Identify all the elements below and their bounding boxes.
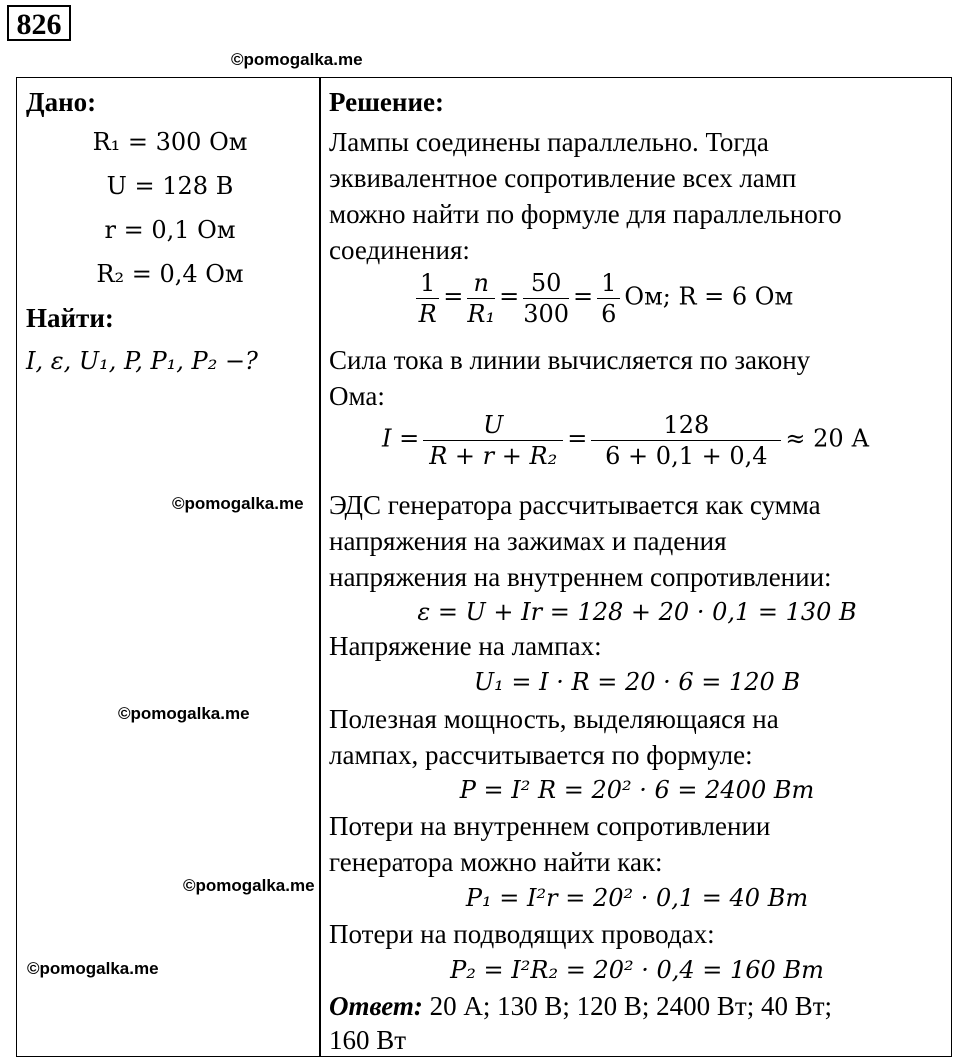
problem-number: 826 <box>7 5 71 41</box>
text-line: напряжения на внутреннем сопротивлении: <box>329 562 832 592</box>
text-line: соединения: <box>329 235 470 265</box>
text-line: лампах, рассчитывается по формуле: <box>329 740 753 770</box>
find-header: Найти: <box>26 303 114 333</box>
formula-current: I = $\frac{U}{\text{R + r + R₂}}$ = $\frac{128}{6 + 0,1 + 0,4}$ ≈ 20 А <box>382 411 870 470</box>
given-item: R₁ = 300 Ом <box>92 128 248 156</box>
text-line: генератора можно найти как: <box>329 847 663 877</box>
watermark: ©pomogalka.me <box>231 50 363 69</box>
text-line: Потери на подводящих проводах: <box>329 919 715 949</box>
given-item: r = 0,1 Ом <box>104 216 236 244</box>
given-item: R₂ = 0,4 Ом <box>96 260 244 288</box>
formula-lamp-voltage: U₁ = I · R = 20 · 6 = 120 В <box>473 668 801 696</box>
watermark: ©pomogalka.me <box>183 876 315 895</box>
text-line: Потери на внутреннем сопротивлении <box>329 811 771 841</box>
answer-line <box>329 990 832 1022</box>
watermark: ©pomogalka.me <box>172 494 304 513</box>
find-list: I, ε, U₁, P, P₁, P₂ −? <box>26 347 258 375</box>
formula-wire-loss: P₂ = I²R₂ = 20² · 0,4 = 160 Вт <box>450 956 824 984</box>
solution-header: Решение: <box>329 87 444 117</box>
text-line: эквивалентное сопротивление всех ламп <box>329 163 797 193</box>
text-line: Лампы соединены параллельно. Тогда <box>329 127 769 157</box>
text-line: Полезная мощность, выделяющаяся на <box>329 704 779 734</box>
watermark: ©pomogalka.me <box>27 959 159 978</box>
formula-equivalent-resistance: $\frac{1}{R}$ = $\frac{n}{\text{R₁}}$ = $\frac{50}{300}$ = $\frac{1}{6}$ Ом; R = 6 Ом <box>412 268 793 329</box>
answer-label: Ответ: <box>329 991 423 1021</box>
text-line: напряжения на зажимах и падения <box>329 526 727 556</box>
given-header: Дано: <box>26 87 97 117</box>
given-item: U = 128 В <box>106 172 234 200</box>
text-line: Ома: <box>329 381 385 411</box>
watermark: ©pomogalka.me <box>118 704 250 723</box>
formula-useful-power: P = I² R = 20² · 6 = 2400 Вт <box>459 776 815 804</box>
answer-text: 20 А; 130 В; 120 В; 2400 Вт; 40 Вт; <box>429 991 832 1021</box>
text-line: Напряжение на лампах: <box>329 631 602 661</box>
text-line: можно найти по формуле для параллельного <box>329 199 842 229</box>
formula-internal-loss: P₁ = I²r = 20² · 0,1 = 40 Вт <box>465 884 809 912</box>
formula-emf: ε = U + Ir = 128 + 20 · 0,1 = 130 В <box>417 598 857 626</box>
text-line: Сила тока в линии вычисляется по закону <box>329 345 811 375</box>
answer-line-2: 160 Вт <box>329 1025 407 1055</box>
text-line: ЭДС генератора рассчитывается как сумма <box>329 490 821 520</box>
